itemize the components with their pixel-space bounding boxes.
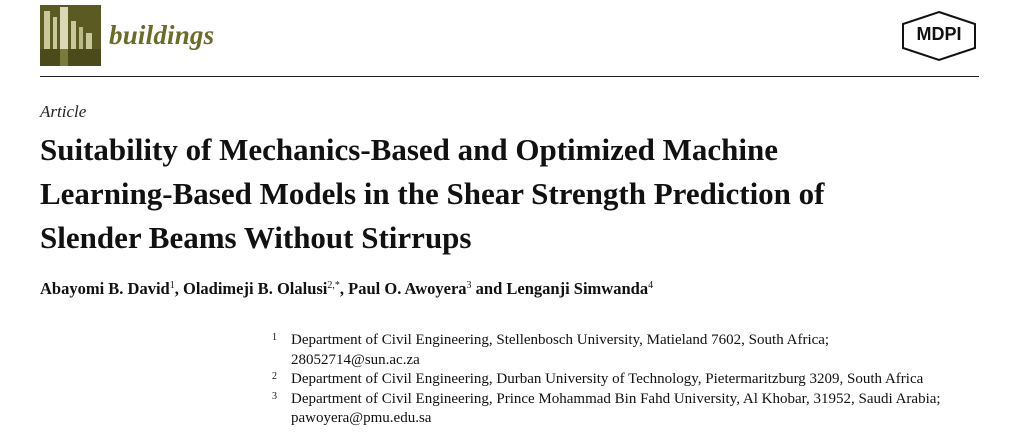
publisher-name: MDPI — [916, 24, 962, 44]
author-name[interactable]: Paul O. Awoyera — [348, 279, 467, 298]
author-affil-ref: 2,* — [327, 280, 340, 291]
author-list — [40, 279, 653, 299]
buildings-logo-icon — [40, 5, 101, 66]
affiliation-item — [272, 370, 992, 390]
title-line: Slender Beams Without Stirrups — [40, 220, 472, 255]
affiliation-text: Department of Civil Engineering, Prince Mohammad Bin Fahd University, Al Khobar, 31952, Saudi Arabia; — [291, 390, 941, 407]
affiliation-number: 1 — [272, 332, 277, 343]
author-name[interactable]: Oladimeji B. Olalusi — [182, 279, 328, 298]
article-type: Article — [40, 102, 87, 121]
affiliation-text: Department of Civil Engineering, Stellenbosch University, Matieland 7602, South Africa; — [291, 332, 830, 348]
author-name[interactable]: Lenganji Simwanda — [506, 279, 649, 298]
affiliation-list — [272, 331, 992, 429]
author-affil-ref: 1 — [169, 280, 175, 291]
mdpi-logo — [899, 10, 979, 62]
header-rule — [40, 76, 979, 77]
affiliation-number: 2 — [272, 371, 277, 382]
affiliation-text: Department of Civil Engineering, Durban University of Technology, Pietermaritzburg 3209, South Africa — [291, 371, 924, 387]
affiliation-number: 3 — [272, 390, 277, 402]
title-line: Learning-Based Models in the Shear Strength Prediction of — [40, 176, 825, 211]
affiliation-email[interactable]: pawoyera@pmu.edu.sa — [291, 410, 432, 426]
author-separator: and — [471, 279, 507, 298]
affiliation-item — [272, 390, 992, 429]
author-separator: , — [339, 279, 349, 298]
author-affil-ref: 3 — [466, 280, 472, 291]
author-name[interactable]: Abayomi B. David — [40, 279, 170, 298]
author-separator: , — [174, 279, 183, 298]
paper-title — [40, 128, 980, 260]
journal-name: buildings — [109, 20, 215, 50]
title-line: Suitability of Mechanics-Based and Optimized Machine — [40, 132, 778, 167]
affiliation-email[interactable]: 28052714@sun.ac.za — [291, 351, 420, 368]
affiliation-item — [272, 331, 992, 370]
author-affil-ref: 4 — [648, 280, 654, 291]
